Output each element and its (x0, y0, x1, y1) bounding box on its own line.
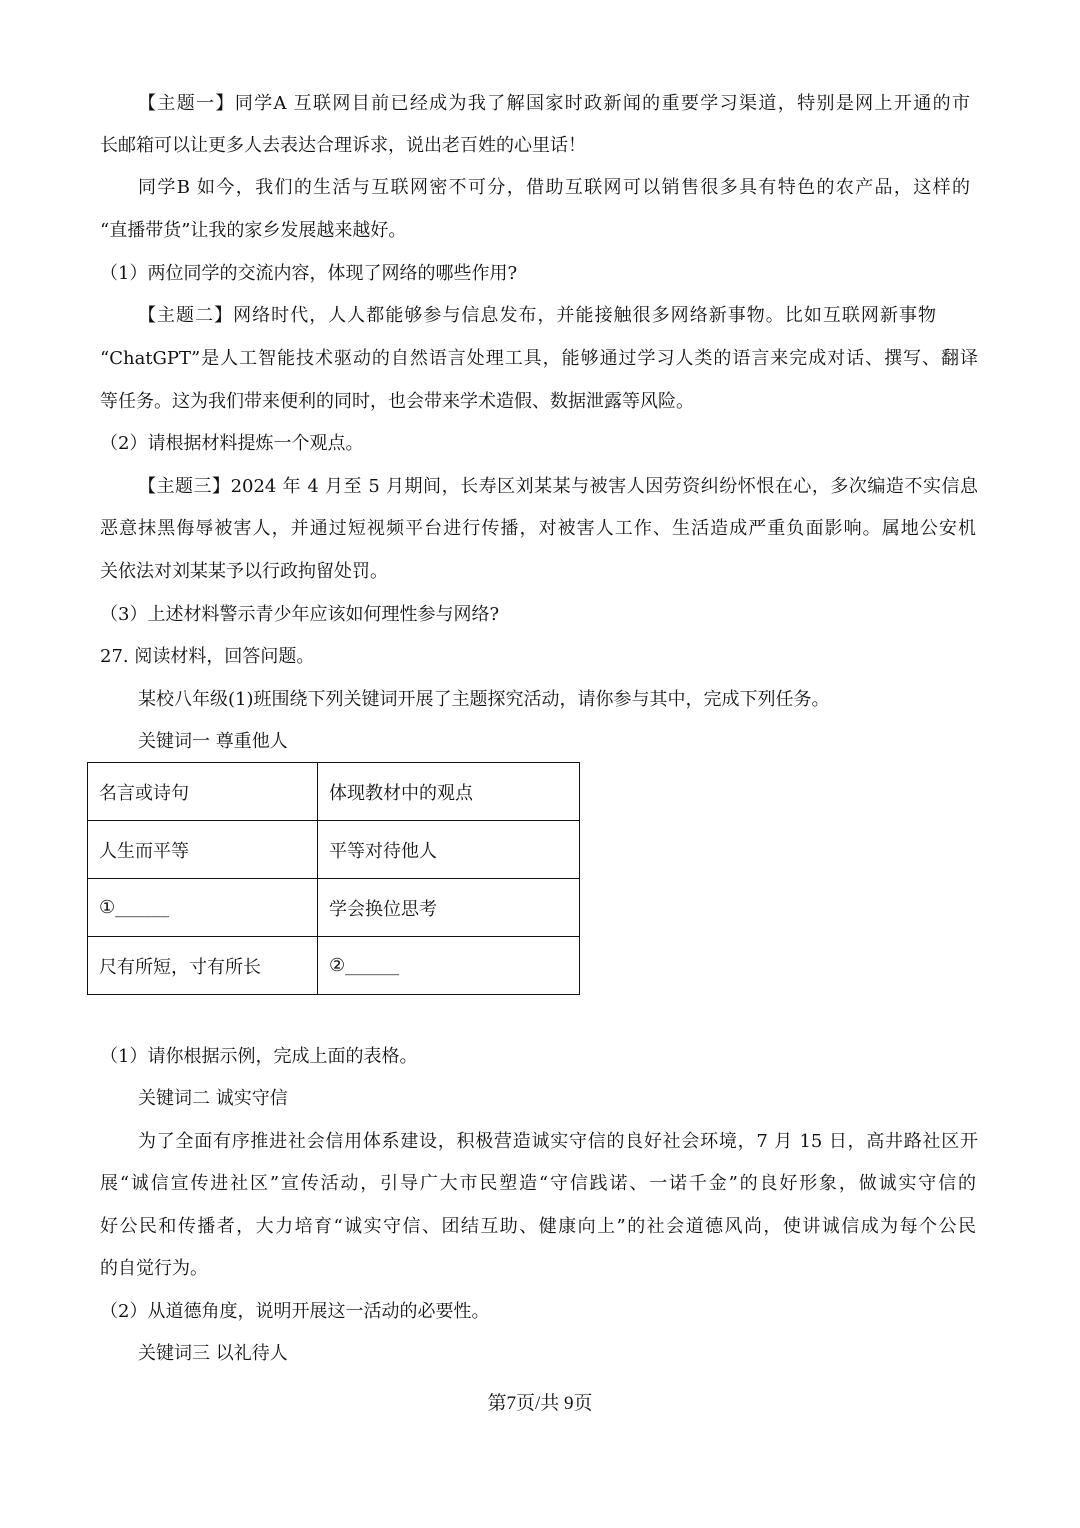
q27-intro: 某校八年级(1)班围绕下列关键词开展了主题探究活动，请你参与其中，完成下列任务。 (138, 689, 830, 710)
table-row (88, 763, 580, 821)
theme1-line-3: 同学B 如今，我们的生活与互联网密不可分，借助互联网可以销售很多具有特色的农产品，这样的 (138, 177, 970, 198)
q27-para-line-2: 展“诚信宣传进社区”宣传活动，引导广大市民塑造“守信践诺、一诺千金”的良好形象，做诚实守信的 (100, 1173, 976, 1194)
theme1-question: （1）两位同学的交流内容，体现了网络的哪些作用? (100, 263, 518, 284)
table-row (88, 937, 580, 995)
theme2-question: （2）请根据材料提炼一个观点。 (100, 433, 364, 454)
theme2-line-2: “ChatGPT”是人工智能技术驱动的自然语言处理工具，能够通过学习人类的语言来完成对话、撰写、翻译 (100, 348, 978, 369)
theme2-line-3: 等任务。这为我们带来便利的同时，也会带来学术造假、数据泄露等风险。 (100, 391, 694, 412)
q27-para-line-3: 好公民和传播者，大力培育“诚实守信、团结互助、健康向上”的社会道德风尚，使讲诚信成为每个公民 (100, 1216, 976, 1237)
theme2-line-1: 【主题二】网络时代，人人都能够参与信息发布，并能接触很多网络新事物。比如互联网新事物 (138, 305, 936, 326)
theme3-line-1: 【主题三】2024 年 4 月至 5 月期间，长寿区刘某某与被害人因劳资纠纷怀恨在心，多次编造不实信息 (138, 476, 978, 497)
table-cell: 平等对待他人 (318, 821, 580, 879)
q27-question-2: （2）从道德角度，说明开展这一活动的必要性。 (100, 1301, 490, 1322)
table-header-cell: 体现教材中的观点 (318, 763, 580, 821)
q27-question-1: （1）请你根据示例，完成上面的表格。 (100, 1046, 418, 1067)
table-row (88, 879, 580, 937)
table-blank-cell-2: ②______ (318, 937, 580, 995)
theme1-line-1: 【主题一】同学A 互联网目前已经成为我了解国家时政新闻的重要学习渠道，特别是网上开通的市 (138, 93, 970, 114)
page-footer: 第7页/共 9页 (487, 1393, 593, 1414)
table-cell: 尺有所短，寸有所长 (88, 937, 318, 995)
q27-title: 27. 阅读材料，回答问题。 (100, 646, 315, 667)
theme3-line-3: 关依法对刘某某予以行政拘留处罚。 (100, 561, 388, 582)
q27-para-line-4: 的自觉行为。 (100, 1258, 208, 1279)
theme3-line-2: 恶意抹黑侮辱被害人，并通过短视频平台进行传播，对被害人工作、生活造成严重负面影响。属地公安机 (100, 518, 976, 539)
keyword-1: 关键词一 尊重他人 (138, 731, 288, 752)
keyword-3: 关键词三 以礼待人 (138, 1343, 288, 1364)
q27-para-line-1: 为了全面有序推进社会信用体系建设，积极营造诚实守信的良好社会环境，7 月 15 日，高井路社区开 (138, 1131, 978, 1152)
table-blank-cell-1: ①______ (88, 879, 318, 937)
table-cell: 学会换位思考 (318, 879, 580, 937)
table-header-cell: 名言或诗句 (88, 763, 318, 821)
keyword-table (87, 762, 580, 995)
table-cell: 人生而平等 (88, 821, 318, 879)
theme1-line-4: “直播带货”让我的家乡发展越来越好。 (100, 220, 407, 241)
keyword-2: 关键词二 诚实守信 (138, 1088, 288, 1109)
theme3-question: （3）上述材料警示青少年应该如何理性参与网络? (100, 604, 500, 625)
theme1-line-2: 长邮箱可以让更多人去表达合理诉求，说出老百姓的心里话！ (100, 135, 586, 156)
table-row (88, 821, 580, 879)
